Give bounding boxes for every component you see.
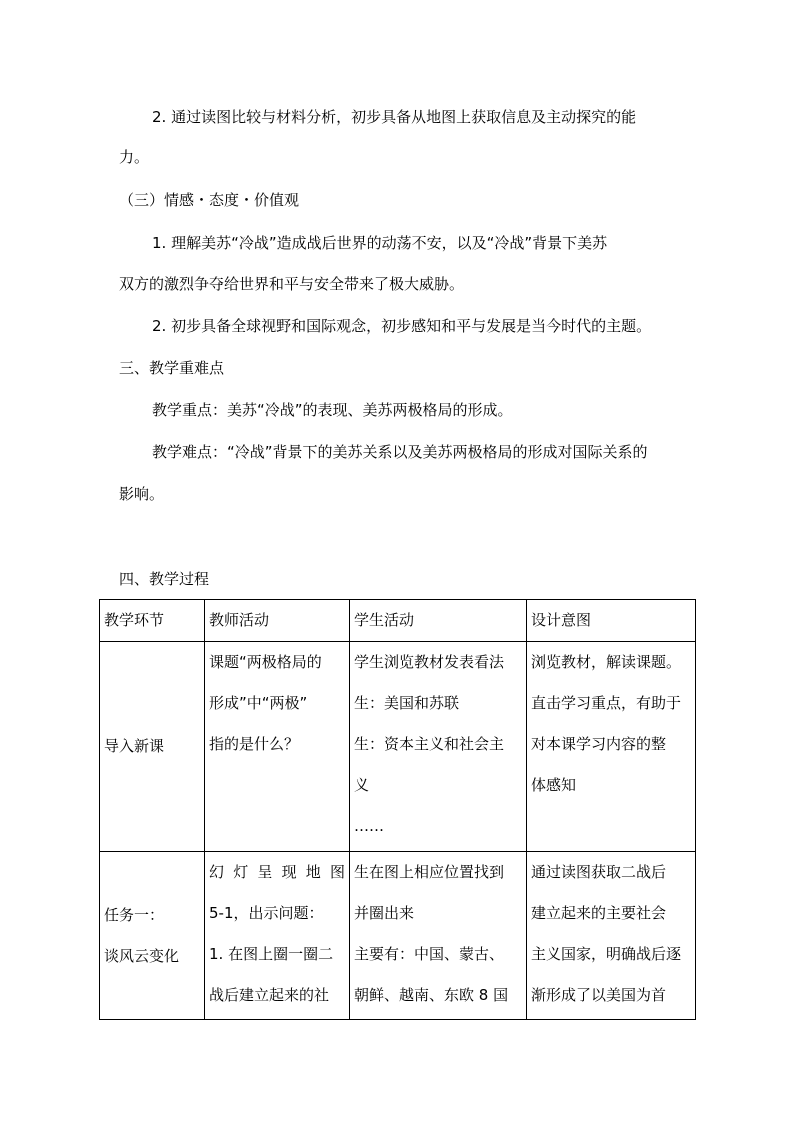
cell-text: 生在图上相应位置找到 — [354, 863, 505, 881]
stage-cell — [100, 642, 205, 852]
emotion-item-2: 2. 初步具备全球视野和国际观念，初步感知和平与发展是当今时代的主题。 — [152, 317, 652, 335]
design-intent-cell — [527, 852, 696, 1020]
cell-text: 主义国家，明确战后逐 — [531, 945, 682, 963]
cell-text: 指的是什么？ — [209, 735, 300, 753]
cell-text: …… — [354, 817, 384, 835]
process-heading: 四、教学过程 — [119, 570, 210, 588]
teaching-difficulty-line-1: 教学难点：“冷战”背景下的美苏关系以及美苏两极格局的形成对国际关系的 — [152, 443, 648, 461]
column-header: 学生活动 — [350, 600, 527, 642]
cell-text: 导入新课 — [104, 737, 165, 755]
cell-text: 渐形成了以美国为首 — [531, 986, 667, 1004]
teacher-activity-cell — [205, 852, 350, 1020]
table-row — [100, 852, 696, 1020]
emotion-heading: （三）情感・态度・价值观 — [119, 191, 300, 209]
cell-text: 通过读图获取二战后 — [531, 863, 667, 881]
ability-item-2-line-1: 2. 通过读图比较与材料分析，初步具备从地图上获取信息及主动探究的能 — [152, 108, 637, 126]
cell-text: 战后建立起来的社 — [209, 986, 330, 1004]
cell-text: 并圈出来 — [354, 904, 415, 922]
ability-item-2-line-2: 力。 — [119, 148, 150, 166]
cell-text: 朝鲜、越南、东欧 8 国 — [354, 986, 509, 1004]
teaching-difficulty-line-2: 影响。 — [119, 485, 165, 503]
column-header: 教师活动 — [205, 600, 350, 642]
cell-text: 学生浏览教材发表看法 — [354, 653, 505, 671]
cell-text: 主要有：中国、蒙古、 — [354, 945, 505, 963]
cell-text: 对本课学习内容的整 — [531, 735, 667, 753]
teaching-focus: 教学重点：美苏“冷战”的表现、美苏两极格局的形成。 — [152, 401, 513, 419]
cell-text: 浏览教材，解读课题。 — [531, 653, 682, 671]
cell-text: 形成”中“两极” — [209, 694, 308, 712]
cell-text: 谈风云变化 — [104, 946, 180, 965]
emotion-item-1-line-1: 1. 理解美苏“冷战”造成战后世界的动荡不安，以及“冷战”背景下美苏 — [152, 234, 608, 252]
student-activity-cell — [350, 642, 527, 852]
table-header-row — [100, 600, 696, 642]
cell-text: 义 — [354, 776, 370, 794]
cell-text: 直击学习重点，有助于 — [531, 694, 682, 712]
cell-text: 幻灯呈现地图 — [209, 863, 345, 881]
cell-text: 生：美国和苏联 — [354, 694, 460, 712]
cell-text: 1. 在图上圈一圈二 — [209, 945, 334, 963]
table-row — [100, 642, 696, 852]
teaching-process-table — [99, 599, 696, 1020]
cell-text: 生：资本主义和社会主 — [354, 735, 505, 753]
cell-text: 任务一： — [104, 905, 165, 924]
cell-text: 课题“两极格局的 — [209, 653, 322, 671]
cell-text: 建立起来的主要社会 — [531, 904, 667, 922]
column-header: 设计意图 — [527, 600, 696, 642]
key-points-heading: 三、教学重难点 — [119, 359, 225, 377]
column-header: 教学环节 — [100, 600, 205, 642]
emotion-item-1-line-2: 双方的激烈争夺给世界和平与安全带来了极大威胁。 — [119, 275, 465, 293]
cell-text: 体感知 — [531, 776, 577, 794]
cell-text: 5-1，出示问题： — [209, 904, 324, 922]
stage-cell — [100, 852, 205, 1020]
student-activity-cell — [350, 852, 527, 1020]
design-intent-cell — [527, 642, 696, 852]
teacher-activity-cell — [205, 642, 350, 852]
